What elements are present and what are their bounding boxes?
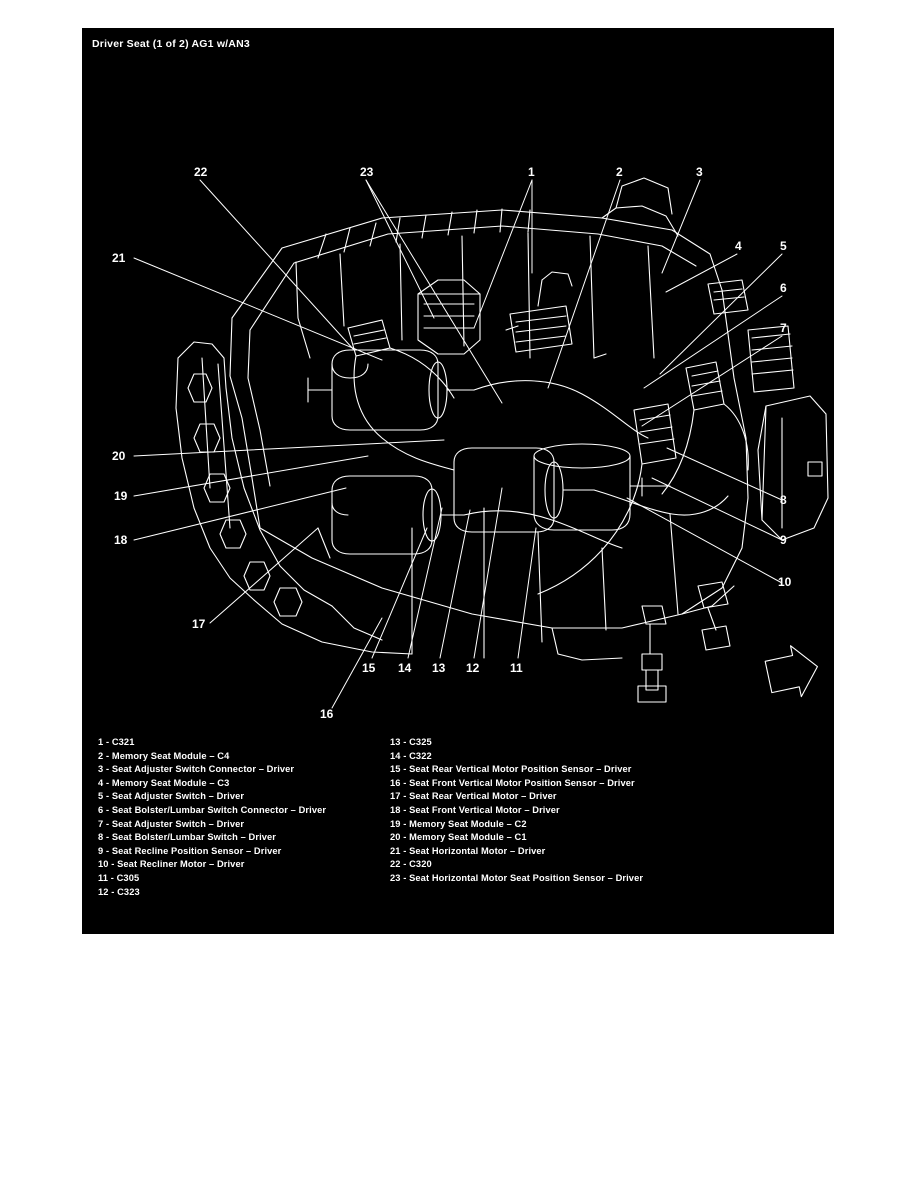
callout-21: 21 xyxy=(112,251,126,265)
legend-item xyxy=(98,818,388,832)
legend-description: Seat Horizontal Motor Seat Position Sensor – Driver xyxy=(409,872,644,883)
legend-item xyxy=(390,750,820,764)
callout-20: 20 xyxy=(112,449,126,463)
legend-item xyxy=(98,790,388,804)
legend-item xyxy=(98,777,388,791)
callout-22: 22 xyxy=(194,165,208,179)
figure-title: Driver Seat (1 of 2) AG1 w/AN3 xyxy=(92,38,250,50)
callout-6: 6 xyxy=(780,281,787,295)
callout-13: 13 xyxy=(432,661,446,675)
legend-number: 1 - xyxy=(98,737,110,747)
callout-23: 23 xyxy=(360,165,374,179)
legend-description: Seat Rear Vertical Motor – Driver xyxy=(409,791,557,802)
legend-item xyxy=(98,804,388,818)
legend-number: 4 - xyxy=(98,777,110,788)
legend-description: Seat Adjuster Switch – Driver xyxy=(111,818,245,829)
legend-item xyxy=(98,750,388,764)
legend-item xyxy=(390,831,820,845)
callout-19: 19 xyxy=(114,489,128,503)
legend-number: 5 - xyxy=(98,791,110,802)
legend-number: 20 - xyxy=(390,832,407,843)
callout-5: 5 xyxy=(780,239,787,253)
legend-item xyxy=(98,845,388,859)
legend-number: 6 - xyxy=(98,804,110,815)
legend-item xyxy=(390,872,820,886)
callout-1: 1 xyxy=(528,165,535,179)
legend-number: 8 - xyxy=(98,832,110,843)
legend-number: 15 - xyxy=(390,764,407,775)
legend-item xyxy=(390,777,820,791)
seat-wiring-diagram xyxy=(82,58,834,721)
legend-number: 9 - xyxy=(98,845,110,856)
legend-number: 21 - xyxy=(390,845,407,856)
callout-15: 15 xyxy=(362,661,376,675)
legend-description: C325 xyxy=(409,737,432,747)
legend-item xyxy=(390,845,820,859)
legend-number: 11 - xyxy=(98,872,114,883)
legend-number: 14 - xyxy=(390,750,407,761)
legend-number: 3 - xyxy=(98,764,110,775)
callout-8: 8 xyxy=(780,493,787,507)
callout-2: 2 xyxy=(616,165,623,179)
legend-item xyxy=(390,736,820,750)
legend-number: 22 - xyxy=(390,859,407,870)
legend-item xyxy=(390,858,820,872)
legend-description: Memory Seat Module – C4 xyxy=(111,750,230,761)
legend-description: Seat Recliner Motor – Driver xyxy=(117,859,245,870)
legend-description: Seat Horizontal Motor – Driver xyxy=(409,845,546,856)
legend-item xyxy=(98,872,388,886)
legend-description: Memory Seat Module – C2 xyxy=(409,818,527,829)
legend-description: Seat Front Vertical Motor Position Sensor – Driver xyxy=(409,777,635,788)
legend-description: Seat Adjuster Switch Connector – Driver xyxy=(111,764,295,775)
legend-item xyxy=(98,831,388,845)
callout-4: 4 xyxy=(735,239,742,253)
legend-number: 23 - xyxy=(390,872,407,883)
legend-description: Seat Bolster/Lumbar Switch – Driver xyxy=(111,832,277,843)
legend-description: Seat Front Vertical Motor – Driver xyxy=(409,804,560,815)
legend-description: Seat Bolster/Lumbar Switch Connector – Driver xyxy=(111,804,327,815)
legend-item xyxy=(98,763,388,777)
legend-number: 10 - xyxy=(98,859,115,870)
legend-description: C305 xyxy=(116,872,140,883)
legend-description: Seat Rear Vertical Motor Position Sensor – Driver xyxy=(409,764,632,775)
callout-16: 16 xyxy=(320,707,334,721)
legend-item xyxy=(98,886,388,900)
callout-17: 17 xyxy=(192,617,206,631)
callout-3: 3 xyxy=(696,165,703,179)
callout-10: 10 xyxy=(778,575,792,589)
legend-description: C323 xyxy=(117,886,140,897)
legend-number: 2 - xyxy=(98,750,110,761)
figure-panel xyxy=(82,28,834,934)
legend-item xyxy=(390,763,820,777)
legend-number: 17 - xyxy=(390,791,407,802)
legend-number: 7 - xyxy=(98,818,110,829)
legend-column-left xyxy=(98,736,388,899)
legend-description: C321 xyxy=(111,737,135,747)
legend-description: Seat Adjuster Switch – Driver xyxy=(111,791,245,802)
callout-9: 9 xyxy=(780,533,787,547)
legend-number: 18 - xyxy=(390,804,407,815)
legend-number: 13 - xyxy=(390,737,407,747)
legend-item xyxy=(390,790,820,804)
legend-item xyxy=(98,858,388,872)
legend-number: 19 - xyxy=(390,818,407,829)
callout-12: 12 xyxy=(466,661,480,675)
legend-item xyxy=(390,804,820,818)
legend-column-right xyxy=(390,736,820,886)
legend-description: Seat Recline Position Sensor – Driver xyxy=(111,845,282,856)
legend-item xyxy=(98,736,388,750)
legend-number: 16 - xyxy=(390,777,407,788)
legend-description: C320 xyxy=(409,859,432,870)
legend-description: C322 xyxy=(409,750,432,761)
legend-description: Memory Seat Module – C1 xyxy=(409,832,527,843)
legend-item xyxy=(390,818,820,832)
callout-11: 11 xyxy=(510,661,523,675)
callout-14: 14 xyxy=(398,661,412,675)
legend-number: 12 - xyxy=(98,886,115,897)
legend-description: Memory Seat Module – C3 xyxy=(111,777,230,788)
callout-18: 18 xyxy=(114,533,128,547)
callout-7: 7 xyxy=(780,321,787,335)
